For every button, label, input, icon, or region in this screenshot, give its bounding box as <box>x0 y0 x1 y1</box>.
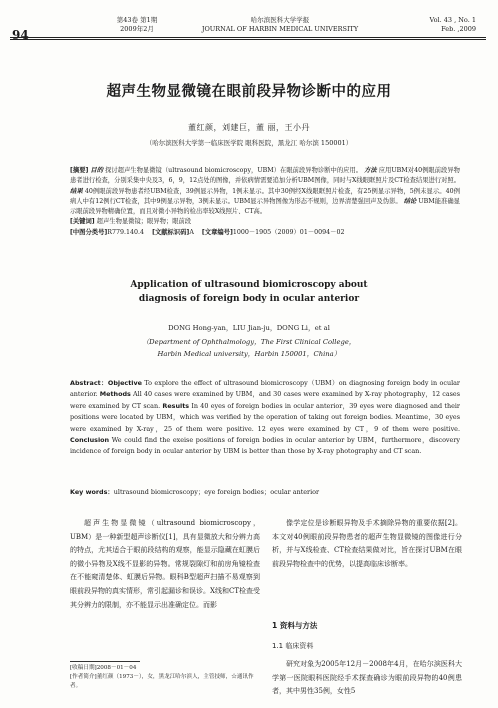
author-intro: [作者简介]董红颜（1973－），女，黑龙江哈尔滨人，主管技师，☆通讯作者。 <box>70 674 254 689</box>
keywords-cn: 超声生物显微镜；眼异物；眼前段 <box>96 218 192 226</box>
body-right-paragraph: 研究对象为2005年12月－2008年4月，在哈尔滨医科大学第一医院眼科医院经手术探查确诊为眼前段异物的40例患者，其中男性35例，女性5 <box>272 660 462 696</box>
article-title-en: Application of ultrasound biomicroscopy about diagnosis of foreign body in ocular anterior <box>130 280 368 304</box>
article-number: 1000－1905（2009）01－0094－02 <box>232 228 345 236</box>
footnote-rule <box>70 661 140 662</box>
footnote <box>70 664 260 691</box>
abstract-cn: [摘要] 目的 探讨超声生物显微镜（ultrasound biomicroscopy，UBM）在眼前段异物诊断中的应用。 方法 应用UBM对40例眼前段异物患者进行检查，分别采集中央及3，6，9，12点处的图像，并依病情需要追加分析UBM图像，同时与X线眼眶照片及CT检查结果进行对照。 结果 40例眼前段异物患者经UBM检查，39例显示异物，1例未显示。其中30例经X线眼眶照片检查，有25例显示异物，5例未显示。40例病人中有12例行CT检查，其中9例显示异物，3例未显示。UBM显示异物图像为形态不规则，边界清楚强回声及伪影。 结论 UBM能准确显示眼前段异物精确位置，而且对微小异物的检出率较X线照片、CT高。 [关键词] 超声生物显微镜；眼异物；眼前段 [中图分类号]R779.140.4 [文献标识码]A [文章编号]1000－1905（2009）01－0094－02 <box>70 167 460 236</box>
section-heading: 1 资料与方法 <box>272 621 318 630</box>
affiliation-en: （Department of Ophthalmology，The First Clinical College， Harbin Medical university，Harbin 150001，China） <box>142 338 356 358</box>
keywords-en: Key words：ultrasound biomicroscopy；eye foreign bodies；ocular anterior <box>70 488 320 496</box>
abstract-en-label: Abstract：Objective <box>70 379 142 387</box>
authors-en: DONG Hong-yan，LIU Jian-ju，DONG Li，et al <box>168 324 330 332</box>
doc-code: A <box>189 228 194 236</box>
abstract-en: Abstract：Objective To explore the effect of ultrasound biomicroscopy（UBM）on diagnosing foreign body in ocular anterior. Methods All 40 cases were examined by UBM，and 30 cases were examined by X-ray photography，12 cases were examined by CT scan. Results In 40 eyes of foreign bodies in ocular anterior，39 eyes were diagnosed and their positions were located by UBM，which was verified by the operation of taking out foreign bodies. Meantime，30 eyes were examined by X-ray，25 of them were positive. 12 eyes were examined by CT，9 of them were positive. Conclusion We could find the exeise positions of foreign bodies in ocular anterior by UBM，furthermore，discovery incidence of foreign body in ocular anterior by UBM is better than those by X-ray photography and CT scan. <box>70 379 460 456</box>
abstract-label: [摘要] <box>70 167 89 174</box>
body-right-column: 像学定位是诊断眼异物及手术摘除异物的重要依据[2]。本文对40例眼前段异物患者的超声生物显微镜的图像进行分析，并与X线检查、CT检查结果做对比，旨在探讨UBM在眼前段异物检查中的优势，以提高临床诊断率。 <box>272 519 462 568</box>
subsection-heading: 1.1 临床资料 <box>272 642 314 650</box>
keywords-label: [关键词] <box>70 218 95 226</box>
authors-cn: 董红颜，刘建巨，董 丽，王小丹 <box>187 123 311 132</box>
volume-info: 第43卷 第1期 2009年2月 <box>116 16 158 33</box>
header-rule-thin <box>10 39 486 40</box>
volume-info-en: Vol. 43 , No. 1 Feb. ,2009 <box>429 16 476 33</box>
clc-number: R779.140.4 <box>107 228 145 236</box>
header-rule <box>10 37 486 38</box>
received-date: [收稿日期]2008－01－04 <box>70 665 137 671</box>
body-left-column: 超声生物显微镜（ultrasound biomicroscopy，UBM）是一种新型超声诊断仪[1]，具有显微放大和分辨力高的特点，尤其适合于眼前段结构的观察，能显示隐藏在虹膜后的微小异物及X线不显影的异物。常规裂隙灯和前房角镜检查在不能窥清楚体、虹膜后异物。眼科B型超声扫描不易观察到眼前段异物的真实情形，常引起漏诊和误诊。X线和CT检查受其分辨力的限制，亦不能显示出准确定位。而影 <box>70 519 261 609</box>
article-title-cn: 超声生物显微镜在眼前段异物诊断中的应用 <box>106 84 392 100</box>
affiliation-cn: （哈尔滨医科大学第一临床医学院 眼科医院，黑龙江 哈尔滨 150001） <box>145 139 353 147</box>
journal-name: 哈尔滨医科大学学报 JOURNAL OF HARBIN MEDICAL UNIVERSITY <box>201 16 359 33</box>
page-number: 94 <box>12 28 29 42</box>
